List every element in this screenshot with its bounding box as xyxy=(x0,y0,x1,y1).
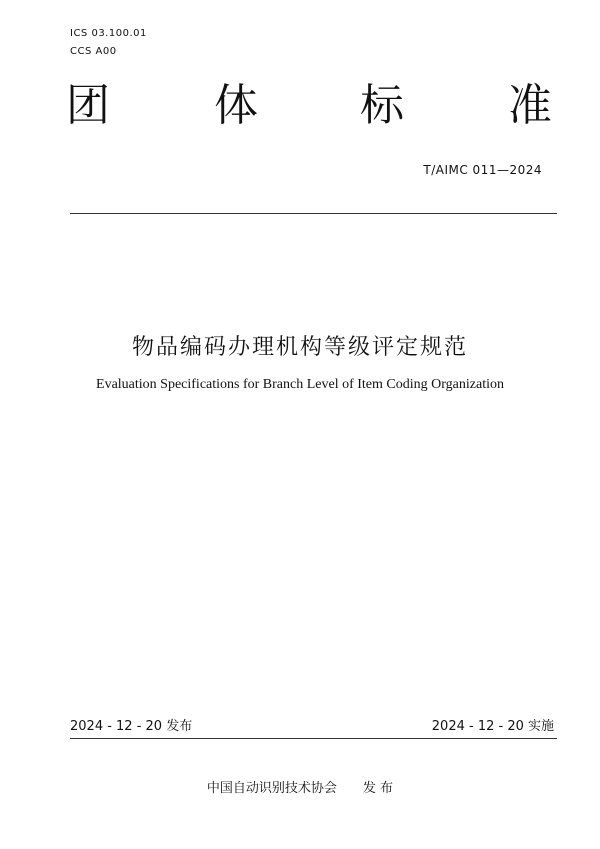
top-divider xyxy=(70,213,557,214)
publisher: 中国自动识别技术协会 发 布 xyxy=(206,781,394,796)
implementation-date: 2024 - 12 - 20 实施 xyxy=(431,719,554,734)
ics-code: ICS 03.100.01 xyxy=(70,28,147,39)
title-english: Evaluation Specifications for Branch Level of Item Coding Organization xyxy=(96,377,504,392)
standard-number: T/AIMC 011—2024 xyxy=(423,163,542,177)
heading-char: 标 xyxy=(360,80,404,131)
bottom-divider xyxy=(70,738,557,739)
heading-char: 体 xyxy=(214,80,258,131)
heading-char: 团 xyxy=(66,80,110,131)
issue-date: 2024 - 12 - 20 发布 xyxy=(70,719,193,734)
title-chinese: 物品编码办理机构等级评定规范 xyxy=(131,335,468,360)
heading-char: 准 xyxy=(508,80,552,131)
ccs-code: CCS A00 xyxy=(70,46,117,57)
